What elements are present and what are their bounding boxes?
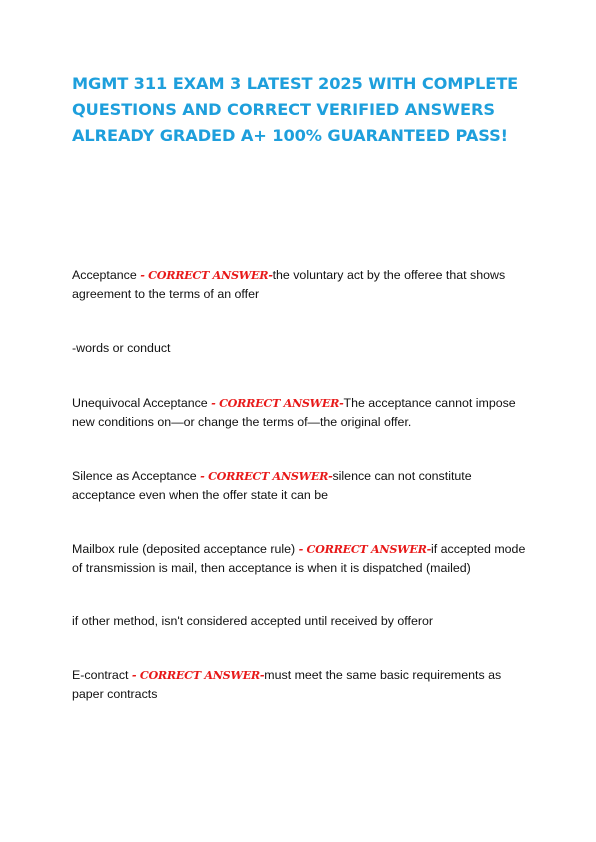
entry-term: Silence as Acceptance (72, 469, 201, 483)
correct-answer-marker: - CORRECT ANSWER- (298, 542, 431, 556)
note-words-or-conduct (72, 339, 532, 358)
entry-definition: if accepted mode of transmission is mail, then acceptance is when it is dispatched (mailed) (72, 542, 526, 575)
qa-entry-silence-as-acceptance (72, 467, 532, 505)
qa-entry-e-contract (72, 666, 532, 704)
entry-definition: silence can not constitute acceptance even when the offer state it can be (72, 469, 472, 502)
note-text: -words or conduct (72, 341, 171, 355)
note-text: if other method, isn't considered accepted until received by offeror (72, 614, 433, 628)
entry-definition: The acceptance cannot impose new conditions on—or change the terms of—the original offer. (72, 396, 516, 429)
qa-entry-acceptance (72, 266, 532, 304)
qa-entry-mailbox-rule (72, 540, 532, 578)
entry-definition: must meet the same basic requirements as paper contracts (72, 668, 502, 701)
note-other-method (72, 612, 532, 631)
entry-definition: the voluntary act by the offeree that shows agreement to the terms of an offer (72, 268, 506, 301)
correct-answer-marker: - CORRECT ANSWER- (211, 396, 344, 410)
correct-answer-marker: - CORRECT ANSWER- (200, 469, 333, 483)
entry-term: Unequivocal Acceptance (72, 396, 212, 410)
correct-answer-marker: - CORRECT ANSWER- (140, 268, 273, 282)
entry-term: Acceptance (72, 268, 141, 282)
correct-answer-marker: - CORRECT ANSWER- (131, 668, 265, 682)
entry-term: E-contract (72, 668, 132, 682)
document-title: MGMT 311 EXAM 3 LATEST 2025 WITH COMPLETE QUESTIONS AND CORRECT VERIFIED ANSWERS ALREADY GRADED A+ 100% GUARANTEED PASS! (72, 74, 519, 145)
qa-entry-unequivocal-acceptance (72, 394, 532, 432)
entry-term: Mailbox rule (deposited acceptance rule) (72, 542, 299, 556)
